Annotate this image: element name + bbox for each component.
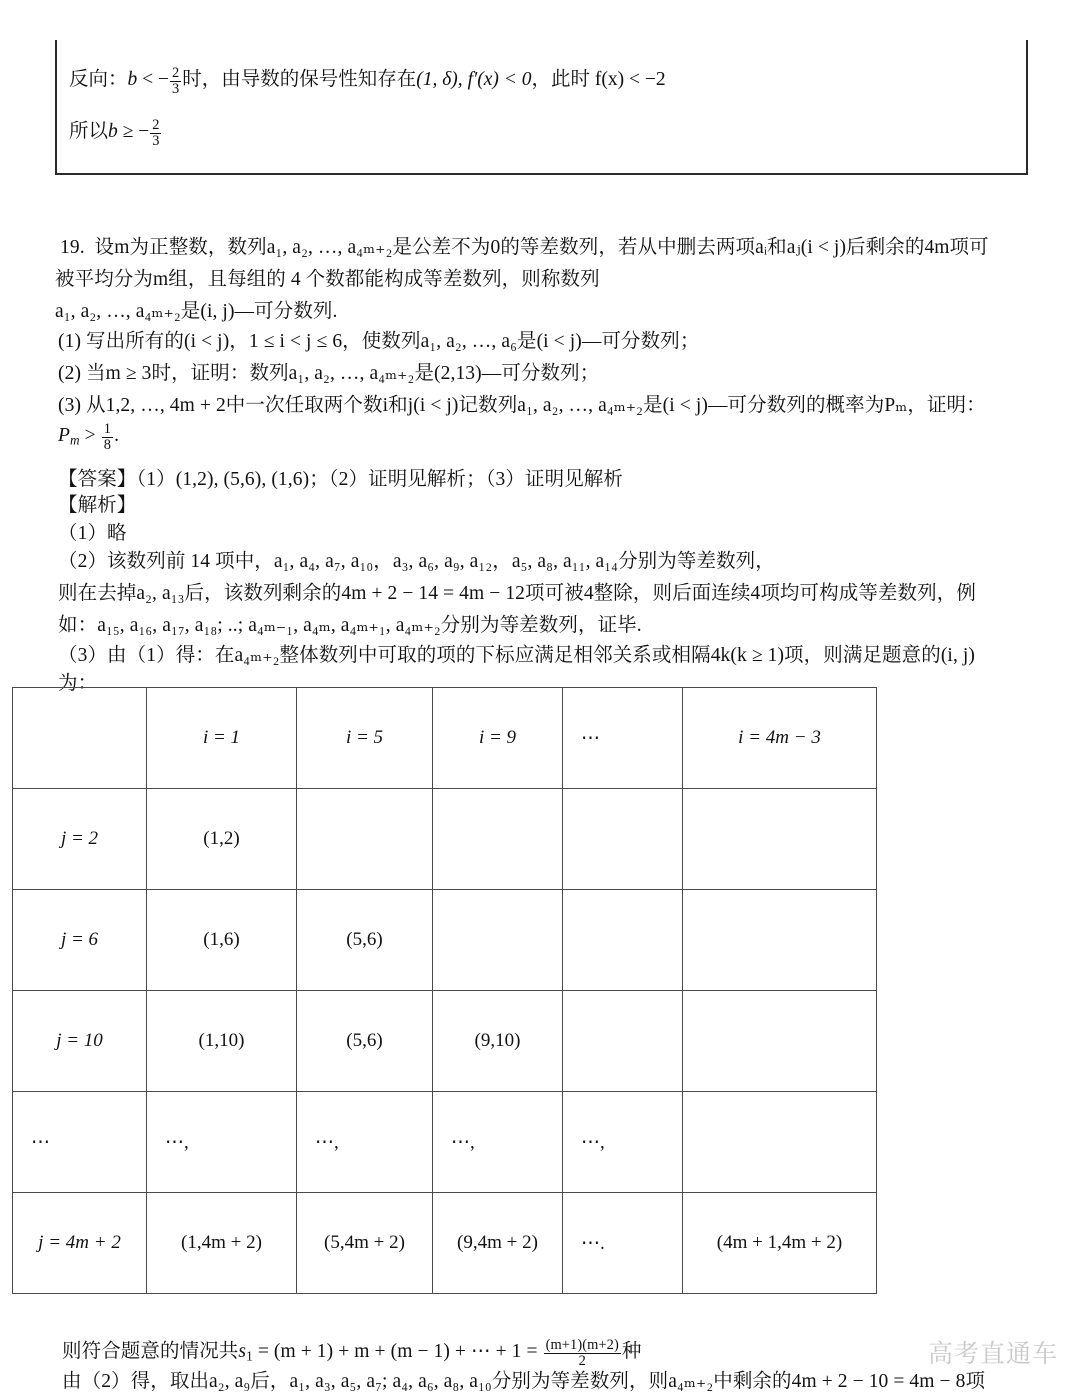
period: . bbox=[114, 425, 120, 446]
table-cell bbox=[433, 890, 563, 991]
answer-text: （1）(1,2), (5,6), (1,6)；（2）证明见解析；（3）证明见解析 bbox=[136, 469, 623, 490]
table-header-label: i = 1 bbox=[202, 727, 241, 748]
table-cell bbox=[563, 1193, 683, 1294]
row-label: j = 10 bbox=[56, 1030, 103, 1051]
cell-value: (9,4m + 2) bbox=[457, 1232, 538, 1253]
sum-subscript: 1 bbox=[246, 1348, 253, 1364]
table-cell bbox=[297, 890, 433, 991]
fraction-denominator: 8 bbox=[103, 436, 112, 453]
table-cell bbox=[297, 789, 433, 890]
analysis-label: 【解析】 bbox=[58, 495, 137, 516]
probability-bound-fraction bbox=[102, 422, 113, 452]
greater-than-sign: > bbox=[79, 425, 101, 446]
closing-expression: = (m + 1) + m + (m − 1) + ⋯ + 1 = bbox=[252, 1341, 543, 1362]
cell-value: (5,4m + 2) bbox=[324, 1232, 405, 1253]
boxed-remark-var-b: b bbox=[127, 69, 138, 91]
row-label-cell bbox=[13, 991, 147, 1092]
problem-stem-line-1 bbox=[60, 232, 989, 264]
boxed-remark-ge: ≥ − bbox=[117, 121, 150, 143]
cell-value: (1,10) bbox=[198, 1030, 245, 1051]
table-cell bbox=[433, 1092, 563, 1193]
table-cell bbox=[683, 1193, 877, 1294]
boxed-remark-line-1-prefix: 反向： bbox=[69, 69, 128, 91]
closing-line-1 bbox=[62, 1336, 642, 1368]
table-row bbox=[13, 1193, 877, 1294]
boxed-remark-line-2-prefix: 所以 bbox=[69, 121, 109, 143]
cell-value: (5,6) bbox=[346, 1030, 383, 1051]
analysis-line-1: （1）略 bbox=[58, 523, 127, 544]
problem-stem-line-2: 被平均分为m组，且每组的 4 个数都能构成等差数列，则称数列 bbox=[55, 269, 600, 290]
cell-value: ⋯, bbox=[165, 1131, 189, 1153]
table-row bbox=[13, 991, 877, 1092]
table-cell bbox=[563, 789, 683, 890]
table-cell bbox=[297, 1092, 433, 1193]
table-header-cell bbox=[433, 688, 563, 789]
table-cell bbox=[563, 991, 683, 1092]
closing-unit: 种 bbox=[621, 1341, 642, 1362]
cell-value: (9,10) bbox=[474, 1030, 521, 1051]
row-label-cell bbox=[13, 1193, 147, 1294]
table-cell bbox=[147, 1092, 297, 1193]
probability-symbol: P bbox=[58, 425, 71, 446]
table-cell bbox=[147, 789, 297, 890]
closing-prefix: 则符合题意的情况共 bbox=[62, 1341, 239, 1362]
boxed-remark-fraction-1 bbox=[170, 66, 181, 96]
table-header-cell bbox=[297, 688, 433, 789]
table-cell bbox=[433, 991, 563, 1092]
table-cell bbox=[683, 789, 877, 890]
boxed-remark bbox=[55, 40, 1028, 175]
table-header-row bbox=[13, 688, 877, 789]
analysis-line-3: 则在去掉a₂, a₁₃后，该数列剩余的4m + 2 − 14 = 4m − 12项可被4整除，则后面连续4项均可构成等差数列，例 bbox=[58, 583, 976, 604]
fraction-denominator: 3 bbox=[152, 133, 160, 150]
table-cell bbox=[563, 1092, 683, 1193]
cell-value: (4m + 1,4m + 2) bbox=[716, 1232, 843, 1253]
table-cell bbox=[683, 890, 877, 991]
probability-subscript: m bbox=[70, 432, 80, 448]
row-label: j = 2 bbox=[60, 828, 99, 849]
answer-line bbox=[58, 464, 623, 496]
table-header-cell bbox=[13, 688, 147, 789]
table-header-cell bbox=[683, 688, 877, 789]
boxed-remark-line-2 bbox=[69, 118, 1026, 148]
table-cell bbox=[297, 991, 433, 1092]
boxed-remark-lt: < − bbox=[137, 69, 170, 91]
table-header-cell bbox=[147, 688, 297, 789]
table-cell bbox=[433, 1193, 563, 1294]
pairs-table-body bbox=[13, 688, 877, 1294]
analysis-line-2: （2）该数列前 14 项中，a₁, a₄, a₇, a₁₀，a₃, a₆, a₉, a₁₂，a₅, a₈, a₁₁, a₁₄分别为等差数列， bbox=[58, 551, 775, 572]
boxed-remark-fraction-2 bbox=[150, 118, 161, 148]
row-label: ⋯ bbox=[31, 1131, 50, 1153]
fraction-denominator: 3 bbox=[172, 80, 180, 97]
table-cell bbox=[297, 1193, 433, 1294]
closing-line-2: 由（2）得，取出a₂, a₉后，a₁, a₃, a₅, a₇; a₄, a₆, a₈, a₁₀分别为等差数列，则a₄ₘ₊₂中剩余的4m + 2 − 10 = 4m − 8项 bbox=[62, 1371, 986, 1392]
boxed-remark-line-1-tail: ，此时 f(x) < −2 bbox=[531, 69, 666, 91]
boxed-remark-interval: (1, δ), bbox=[416, 69, 468, 91]
table-header-label: ⋯ bbox=[581, 727, 600, 749]
row-label-cell bbox=[13, 890, 147, 991]
cell-value: (1,2) bbox=[203, 828, 240, 849]
table-cell bbox=[433, 789, 563, 890]
table-row bbox=[13, 1092, 877, 1193]
closing-fraction bbox=[544, 1338, 621, 1368]
table-row bbox=[13, 789, 877, 890]
analysis-line-5: （3）由（1）得：在a₄ₘ₊₂整体数列中可取的项的下标应满足相邻关系或相隔4k(k ≥ 1)项，则满足题意的(i, j) bbox=[58, 645, 976, 666]
problem-question-3: (3) 从1,2, …, 4m + 2中一次任取两个数i和j(i < j)记数列a₁, a₂, …, a₄ₘ₊₂是(i < j)—可分数列的概率为Pₘ，证明： bbox=[58, 395, 986, 416]
problem-question-1: (1) 写出所有的(i < j)，1 ≤ i < j ≤ 6，使数列a₁, a₂, …, a₆是(i < j)—可分数列； bbox=[58, 331, 700, 352]
analysis-line-6: 为： bbox=[58, 673, 98, 694]
table-row bbox=[13, 890, 877, 991]
sum-symbol: s bbox=[238, 1341, 247, 1362]
fraction-numerator: 1 bbox=[103, 420, 112, 437]
cell-value: ⋯, bbox=[581, 1131, 605, 1153]
table-cell bbox=[147, 991, 297, 1092]
row-label: j = 6 bbox=[60, 929, 99, 950]
table-header-label: i = 9 bbox=[478, 727, 517, 748]
table-cell bbox=[683, 1092, 877, 1193]
fraction-numerator: 2 bbox=[152, 117, 160, 134]
table-cell bbox=[563, 890, 683, 991]
watermark: 高考直通车 bbox=[927, 1340, 1058, 1368]
cell-value: ⋯, bbox=[315, 1131, 339, 1153]
table-cell bbox=[683, 991, 877, 1092]
row-label: j = 4m + 2 bbox=[38, 1232, 121, 1253]
boxed-remark-line-1 bbox=[69, 66, 1026, 96]
fraction-numerator: 2 bbox=[172, 65, 180, 81]
table-header-label: i = 5 bbox=[345, 727, 384, 748]
table-header-label: i = 4m − 3 bbox=[738, 727, 821, 748]
cell-value: ⋯, bbox=[451, 1131, 475, 1153]
cell-value: ⋯. bbox=[581, 1232, 605, 1254]
problem-number: 19. bbox=[60, 237, 85, 258]
problem-stem-line-3: a₁, a₂, …, a₄ₘ₊₂是(i, j)—可分数列. bbox=[55, 301, 338, 322]
fraction-denominator: 2 bbox=[578, 1352, 586, 1369]
answer-label: 【答案】 bbox=[58, 469, 137, 490]
boxed-remark-fprime: f′(x) < 0 bbox=[467, 69, 532, 91]
pairs-table bbox=[12, 687, 877, 1294]
fraction-numerator: (m+1)(m+2) bbox=[545, 1336, 619, 1353]
problem-stem-text-1: 设m为正整数，数列a₁, a₂, …, a₄ₘ₊₂是公差不为0的等差数列，若从中删去两项aᵢ和aⱼ(i < j)后剩余的4m项可 bbox=[94, 237, 989, 258]
cell-value: (1,4m + 2) bbox=[181, 1232, 262, 1253]
boxed-remark-line-1-mid: 时，由导数的保号性知存在 bbox=[182, 69, 417, 91]
row-label-cell bbox=[13, 789, 147, 890]
analysis-line-4: 如：a₁₅, a₁₆, a₁₇, a₁₈; ..; a₄ₘ₋₁, a₄ₘ, a₄ₘ₊₁, a₄ₘ₊₂分别为等差数列，证毕. bbox=[58, 615, 642, 636]
cell-value: (1,6) bbox=[203, 929, 240, 950]
row-label-cell bbox=[13, 1092, 147, 1193]
boxed-remark-var-b-2: b bbox=[108, 121, 118, 143]
table-cell bbox=[147, 890, 297, 991]
table-cell bbox=[147, 1193, 297, 1294]
cell-value: (5,6) bbox=[346, 929, 383, 950]
problem-question-2: (2) 当m ≥ 3时，证明：数列a₁, a₂, …, a₄ₘ₊₂是(2,13)—可分数列； bbox=[58, 363, 600, 384]
problem-question-3-tail bbox=[58, 420, 119, 452]
table-header-cell bbox=[563, 688, 683, 789]
